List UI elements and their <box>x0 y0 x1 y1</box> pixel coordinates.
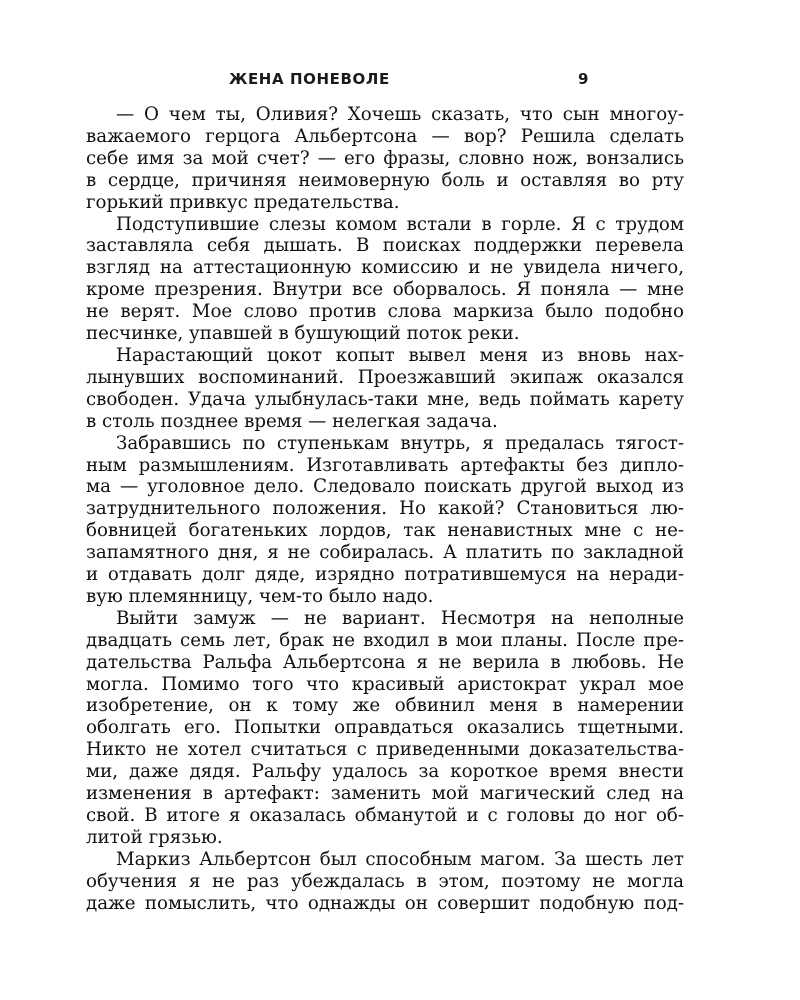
text-line: в сердце, причиняя неимоверную боль и оставляя во рту <box>86 169 684 191</box>
text-line: двадцать семь лет, брак не входил в мои планы. После пре- <box>86 629 684 651</box>
running-head <box>0 70 800 94</box>
text-line: Забравшись по ступенькам внутрь, я предалась тягост- <box>116 432 684 454</box>
paragraph <box>86 849 684 915</box>
text-line: ным размышлениям. Изготавливать артефакты без дипло- <box>86 454 684 476</box>
text-line: в столь позднее время — нелегкая задача. <box>86 410 498 432</box>
body-text <box>86 104 684 915</box>
text-line: заставляла себя дышать. В поисках поддержки перевела <box>86 235 684 257</box>
text-line: Подступившие слезы комом встали в горле. Я с трудом <box>116 213 684 235</box>
text-line: Нарастающий цокот копыт вывел меня из вновь нах- <box>116 344 684 366</box>
text-line: Маркиз Альбертсон был способным магом. За шесть лет <box>116 848 684 870</box>
text-line: ми, даже дядя. Ральфу удалось за короткое время внести <box>86 761 684 783</box>
text-line: кроме презрения. Внутри все оборвалось. Я поняла — мне <box>86 279 684 301</box>
text-line: — О чем ты, Оливия? Хочешь сказать, что сын многоу- <box>116 104 684 125</box>
text-line: могла. Помимо того что красивый аристократ украл мое <box>86 673 684 695</box>
text-line: обучения я не раз убеждалась в этом, поэтому не могла <box>86 870 684 892</box>
page-number: 9 <box>578 70 589 88</box>
text-line: важаемого герцога Альбертсона — вор? Решила сделать <box>86 125 684 147</box>
text-line: вую племянницу, чем-то было надо. <box>86 585 434 607</box>
text-line: Никто не хотел считаться с приведенными доказательства- <box>86 739 684 761</box>
text-line: свободен. Удача улыбнулась-таки мне, ведь поймать карету <box>86 388 684 410</box>
paragraph <box>86 433 684 608</box>
text-line: запамятного дня, я не собиралась. А платить по закладной <box>86 542 684 564</box>
text-line: Выйти замуж — не вариант. Несмотря на неполные <box>116 607 684 629</box>
text-line: ма — уголовное дело. Следовало поискать другой выход из <box>86 476 684 498</box>
text-line: песчинке, упавшей в бушующий поток реки. <box>86 323 520 345</box>
text-line: затруднительного положения. Но какой? Становиться лю- <box>86 498 684 520</box>
text-line: даже помыслить, что однажды он совершит подобную под- <box>86 892 684 914</box>
text-line: горький привкус предательства. <box>86 191 400 213</box>
paragraph <box>86 104 684 214</box>
text-line: лынувших воспоминаний. Проезжавший экипаж оказался <box>86 366 684 388</box>
text-line: свой. В итоге я оказалась обманутой и с головы до ног об- <box>86 805 684 826</box>
text-line: литой грязью. <box>86 826 223 848</box>
text-line: дательства Ральфа Альбертсона я не верила в любовь. Не <box>86 651 684 673</box>
book-title: ЖЕНА ПОНЕВОЛЕ <box>229 70 390 88</box>
paragraph <box>86 214 684 345</box>
paragraph <box>86 608 684 849</box>
text-line: взгляд на аттестационную комиссию и не увидела ничего, <box>86 257 684 279</box>
text-line: не верят. Мое слово против слова маркиза было подобно <box>86 301 684 323</box>
text-line: изменения в артефакт: заменить мой магический след на <box>86 783 684 805</box>
text-line: и отдавать долг дяде, изрядно потратившемуся на неради- <box>86 564 684 586</box>
text-line: бовницей богатеньких лордов, так ненавистных мне с не- <box>86 520 684 542</box>
text-line: себе имя за мой счет? — его фразы, словно нож, вонзались <box>86 147 684 169</box>
paragraph <box>86 345 684 433</box>
text-line: изобретение, он к тому же обвинил меня в намерении <box>86 695 684 717</box>
text-line: оболгать его. Попытки оправдаться оказались тщетными. <box>86 717 684 739</box>
